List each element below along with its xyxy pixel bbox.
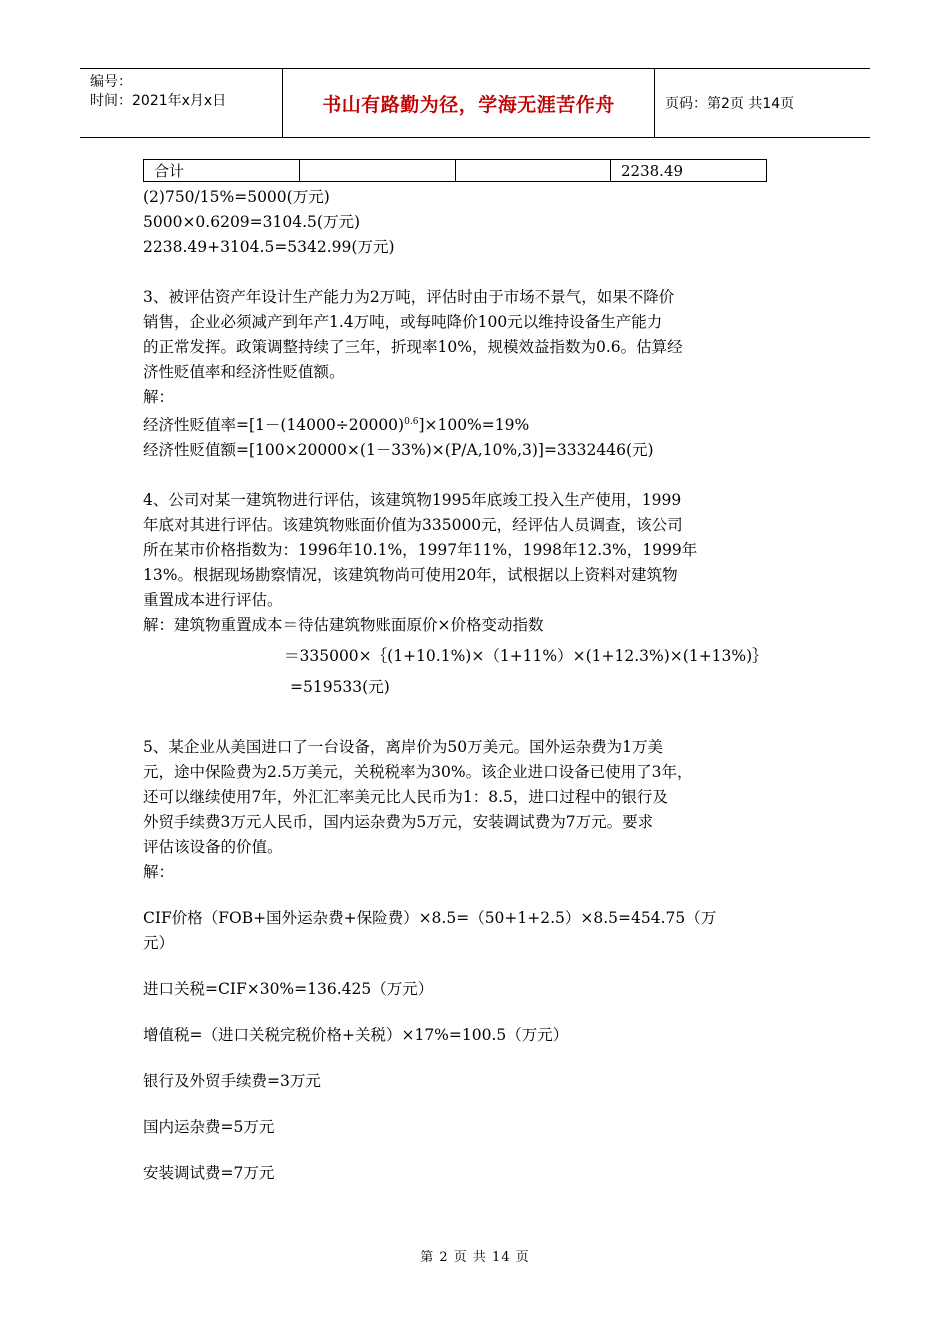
text-line: 外贸手续费3万元人民币，国内运杂费为5万元，安装调试费为7万元。要求	[143, 813, 654, 832]
table-cell	[456, 160, 611, 182]
text-line: 重置成本进行评估。	[143, 591, 283, 610]
document-body	[143, 185, 823, 1186]
header-motto: 书山有路勤为径，学海无涯苦作舟	[283, 69, 655, 137]
text-line: 评估该设备的价值。	[143, 838, 283, 857]
formula-line: 经济性贬值额=[100×20000×(1－33%)×(P/A,10%,3)]=3332446(元)	[143, 441, 654, 460]
page-header	[80, 68, 870, 138]
text-line: 解：	[143, 863, 175, 882]
text-line: 安装调试费=7万元	[143, 1164, 275, 1183]
text-line: 3、被评估资产年设计生产能力为2万吨，评估时由于市场不景气，如果不降价	[143, 288, 675, 306]
text-line: 年底对其进行评估。该建筑物账面价值为335000元，经评估人员调查，该公司	[143, 516, 683, 535]
text-line: 2238.49+3104.5=5342.99(万元)	[143, 238, 395, 256]
formula-part: ]×100%=19%	[418, 416, 530, 435]
time-label: 时间：2021年x月x日	[90, 93, 227, 109]
text-line: 13%。根据现场勘察情况，该建筑物尚可使用20年，试根据以上资料对建筑物	[143, 566, 678, 585]
text-line: 4、公司对某一建筑物进行评估，该建筑物1995年底竣工投入生产使用，1999	[143, 491, 682, 510]
text-line: 银行及外贸手续费=3万元	[143, 1072, 321, 1091]
text-line: 的正常发挥。政策调整持续了三年，折现率10%，规模效益指数为0.6。估算经	[143, 338, 683, 356]
text-line: 国内运杂费=5万元	[143, 1118, 275, 1137]
table-cell	[300, 160, 456, 182]
text-line: CIF价格（FOB+国外运杂费+保险费）×8.5=（50+1+2.5）×8.5=454.75（万	[143, 909, 717, 928]
exponent: 0.6	[404, 417, 419, 427]
text-line: 还可以继续使用7年，外汇汇率美元比人民币为1：8.5，进口过程中的银行及	[143, 788, 668, 807]
page-footer: 第 2 页 共 14 页	[420, 1250, 530, 1265]
formula-line: ＝335000×｛(1+10.1%)×（1+11%）×(1+12.3%)×(1+13%)｝	[284, 647, 768, 666]
formula-line	[143, 410, 823, 438]
text-line: (2)750/15%=5000(万元)	[143, 188, 330, 206]
text-line: 解：建筑物重置成本＝待估建筑物账面原价×价格变动指数	[143, 616, 544, 635]
header-page-label: 页码：第2页 共14页	[665, 96, 795, 112]
text-line: 所在某市价格指数为：1996年10.1%，1997年11%，1998年12.3%，1999年	[143, 541, 698, 560]
header-meta	[80, 69, 283, 137]
text-line: 元，途中保险费为2.5万美元，关税税率为30%。该企业进口设备已使用了3年，	[143, 763, 693, 782]
table-cell: 2238.49	[611, 160, 767, 182]
total-table	[143, 159, 767, 182]
text-line: 元）	[143, 934, 175, 953]
text-line: 进口关税=CIF×30%=136.425（万元）	[143, 980, 434, 999]
table-row	[144, 160, 767, 182]
table-cell: 合计	[144, 160, 300, 182]
code-label: 编号：	[90, 74, 132, 90]
text-line: 济性贬值率和经济性贬值额。	[143, 363, 345, 381]
text-line: 5000×0.6209=3104.5(万元)	[143, 213, 360, 231]
text-line: 解：	[143, 388, 175, 406]
text-line: 销售，企业必须减产到年产1.4万吨，或每吨降价100元以维持设备生产能力	[143, 313, 663, 331]
formula-line: =519533(元)	[290, 678, 390, 697]
text-line: 增值税=（进口关税完税价格+关税）×17%=100.5（万元）	[143, 1026, 569, 1045]
formula-part: 经济性贬值率=[1－(14000÷20000)	[143, 416, 405, 435]
text-line: 5、某企业从美国进口了一台设备，离岸价为50万美元。国外运杂费为1万美	[143, 738, 663, 757]
